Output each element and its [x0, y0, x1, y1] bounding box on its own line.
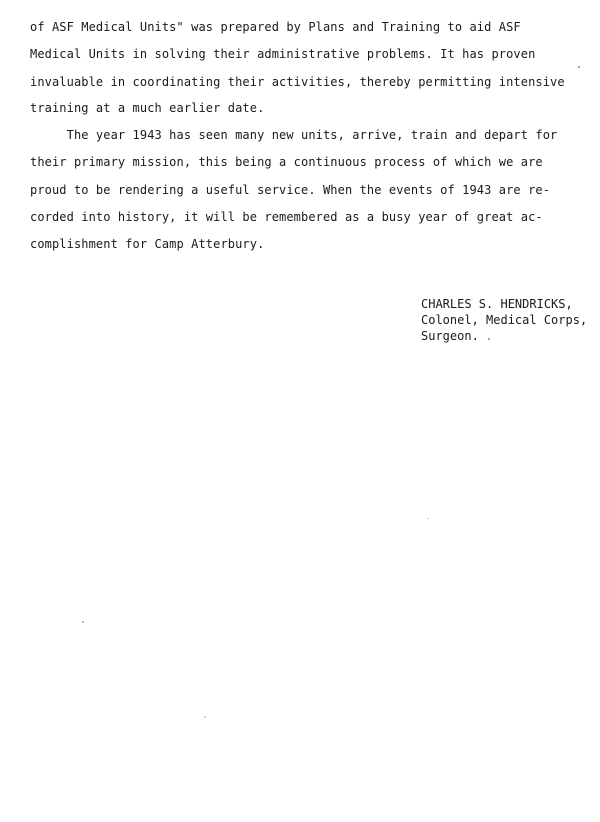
signature-title: Surgeon. [421, 329, 479, 343]
body-line-6: their primary mission, this being a continuous process of which we are [30, 155, 543, 169]
scan-speck [204, 716, 206, 718]
signature-name: CHARLES S. HENDRICKS, [421, 297, 573, 311]
scan-speck [488, 338, 490, 340]
signature-rank: Colonel, Medical Corps, [421, 313, 588, 327]
body-line-4: training at a much earlier date. [30, 101, 265, 115]
scan-speck [578, 66, 580, 68]
scan-speck [82, 621, 84, 623]
body-line-5: The year 1943 has seen many new units, arrive, train and depart for [30, 128, 558, 142]
body-line-7: proud to be rendering a useful service. When the events of 1943 are re- [30, 183, 551, 197]
body-line-3: invaluable in coordinating their activities, thereby permitting intensive [30, 75, 565, 89]
body-line-9: complishment for Camp Atterbury. [30, 237, 265, 251]
scan-speck [427, 518, 429, 519]
body-line-1: of ASF Medical Units" was prepared by Plans and Training to aid ASF [30, 20, 521, 34]
signature-block [421, 296, 587, 344]
body-line-2: Medical Units in solving their administrative problems. It has proven [30, 47, 536, 61]
body-line-8: corded into history, it will be remembered as a busy year of great ac- [30, 210, 543, 224]
